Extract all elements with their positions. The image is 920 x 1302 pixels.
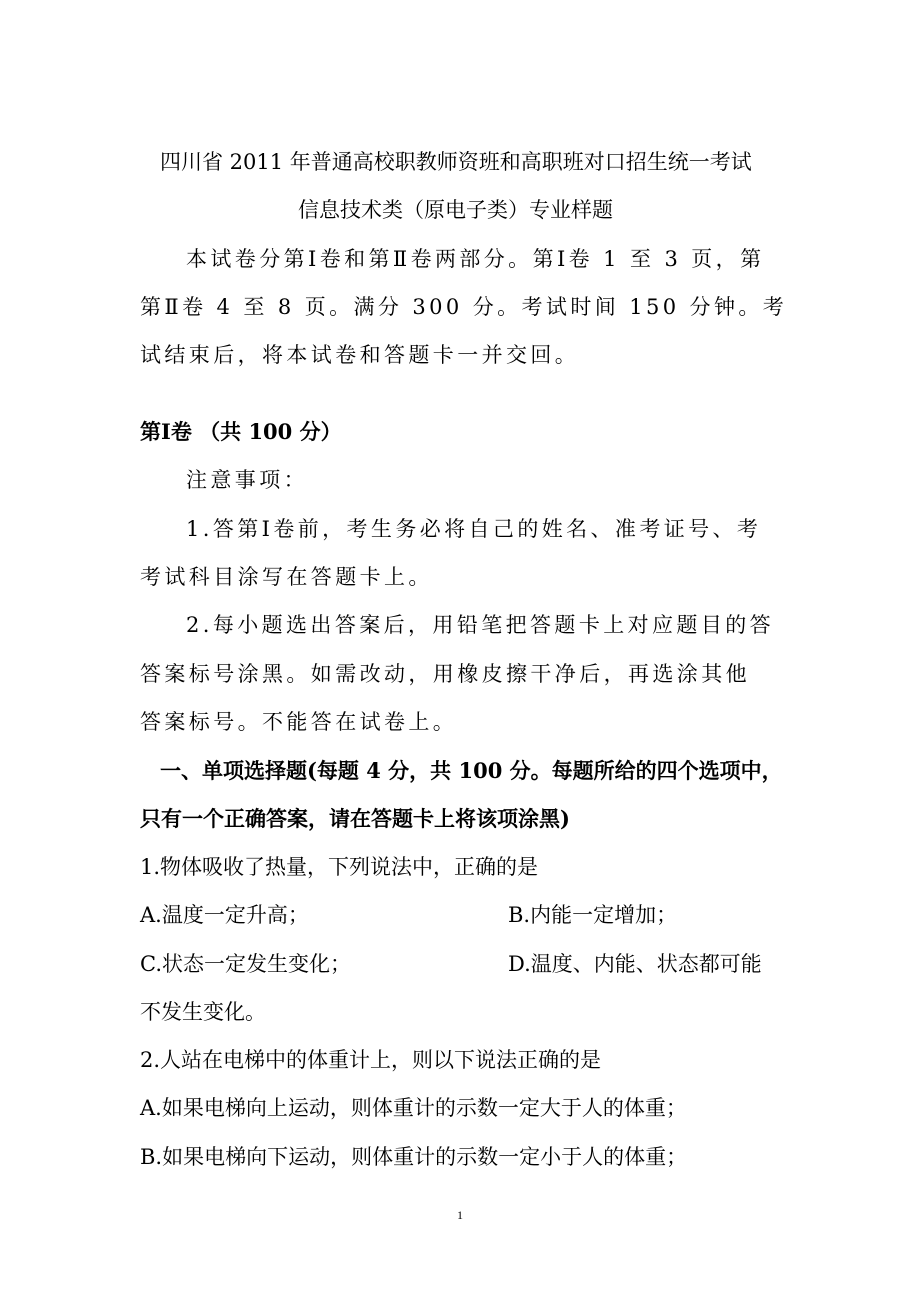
question-2-option-b: B.如果电梯向下运动，则体重计的示数一定小于人的体重； (140, 1145, 688, 1169)
part-1-heading-line-1: 一、单项选择题(每题 4 分，共 100 分。每题所给的四个选项中， (160, 758, 783, 783)
note-2-line-2: 答案标号涂黑。如需改动，用橡皮擦干净后，再选涂其他 (140, 662, 750, 686)
part-1-heading-line-2: 只有一个正确答案，请在答题卡上将该项涂黑) (140, 806, 570, 831)
notes-heading: 注意事项： (186, 468, 308, 492)
title-line-1: 四川省 2011 年普通高校职教师资班和高职班对口招生统一考试 (160, 150, 752, 174)
question-2-option-a: A.如果电梯向上运动，则体重计的示数一定大于人的体重； (140, 1096, 687, 1120)
question-1-option-b: B.内能一定增加； (508, 903, 678, 927)
note-1-line-1: 1.答第Ⅰ卷前，考生务必将自己的姓名、准考证号、考 (186, 517, 762, 541)
title-line-2: 信息技术类（原电子类）专业样题 (298, 198, 613, 222)
note-1-line-2: 考试科目涂写在答题卡上。 (140, 565, 433, 589)
question-1-option-d-cont: 不发生变化。 (140, 1000, 266, 1024)
intro-line-1: 本试卷分第Ⅰ卷和第Ⅱ卷两部分。第Ⅰ卷 1 至 3 页，第 (186, 247, 765, 271)
question-2-stem: 2.人站在电梯中的体重计上，则以下说法正确的是 (140, 1048, 602, 1072)
question-1-option-a: A.温度一定升高； (140, 903, 309, 927)
section-heading: 第Ⅰ卷 （共 100 分） (140, 419, 342, 444)
question-1-stem: 1.物体吸收了热量，下列说法中，正确的是 (140, 855, 539, 879)
question-1-option-c: C.状态一定发生变化； (140, 952, 351, 976)
page-number: 1 (457, 1208, 463, 1222)
intro-line-2: 第Ⅱ卷 4 至 8 页。满分 300 分。考试时间 150 分钟。考 (140, 295, 788, 319)
question-1-option-d: D.温度、内能、状态都可能 (508, 952, 762, 976)
intro-line-3: 试结束后，将本试卷和答题卡一并交回。 (140, 343, 580, 367)
note-2-line-3: 答案标号。不能答在试卷上。 (140, 710, 458, 734)
note-2-line-1: 2.每小题选出答案后，用铅笔把答题卡上对应题目的答 (186, 613, 775, 637)
